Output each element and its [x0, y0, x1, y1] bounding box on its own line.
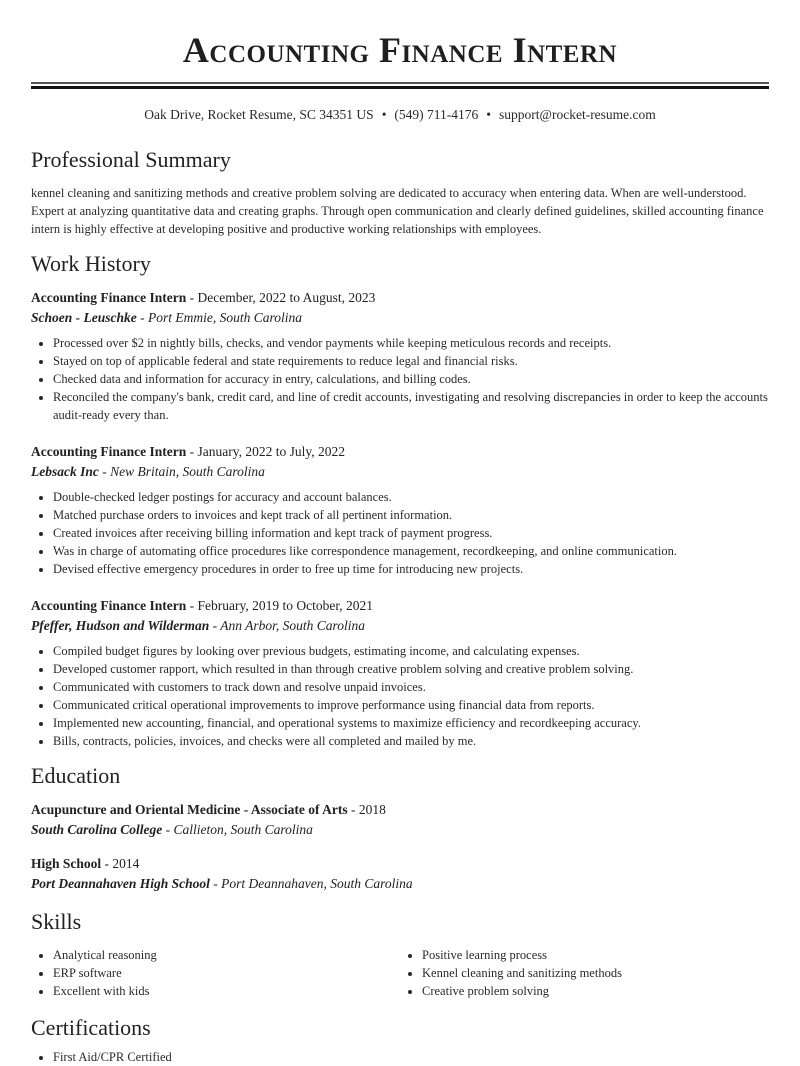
- skill-item: • Kennel cleaning and sanitizing methods: [422, 964, 769, 982]
- job-location: - Ann Arbor, South Carolina: [209, 618, 366, 633]
- job-company: Lebsack Inc: [31, 464, 99, 479]
- school-line: [31, 820, 769, 840]
- certifications-list: [31, 1048, 769, 1066]
- skill-item: • Analytical reasoning: [53, 946, 400, 964]
- list-item: • Checked data and information for accuracy in entry, calculations, and billing codes.: [53, 370, 769, 388]
- skill-item: • Positive learning process: [422, 946, 769, 964]
- job-company-line: [31, 616, 769, 636]
- list-item: • Compiled budget figures by looking over previous budgets, estimating income, and calculating expenses.: [53, 642, 769, 660]
- job-entry: [31, 596, 769, 750]
- degree-line: [31, 800, 769, 820]
- school-name: Port Deannahaven High School: [31, 876, 210, 891]
- list-item: • Bills, contracts, policies, invoices, and checks were all completed and mailed by me.: [53, 732, 769, 750]
- job-entry: [31, 288, 769, 424]
- list-item: • Devised effective emergency procedures in order to free up time for introducing new projects.: [53, 560, 769, 578]
- job-dates: - February, 2019 to October, 2021: [186, 598, 374, 613]
- job-role: Accounting Finance Intern: [31, 290, 187, 305]
- section-title-work-history: Work History: [31, 251, 151, 276]
- job-title-line: [31, 442, 769, 462]
- job-company-line: [31, 462, 769, 482]
- bullet-separator: •: [381, 107, 387, 122]
- list-item: • Communicated critical operational improvements to improve performance using financial data from reports.: [53, 696, 769, 714]
- contact-phone: (549) 711-4176: [394, 107, 479, 122]
- job-dates: - December, 2022 to August, 2023: [186, 290, 376, 305]
- job-role: Accounting Finance Intern: [31, 444, 187, 459]
- section-title-summary: Professional Summary: [31, 147, 231, 172]
- list-item: • Developed customer rapport, which resulted in than through creative problem solving and creative problem solving.: [53, 660, 769, 678]
- graduation-year: - 2018: [347, 802, 386, 817]
- list-item: • Implemented new accounting, financial, and operational systems to maximize efficiency and recordkeeping accuracy.: [53, 714, 769, 732]
- job-title-line: [31, 596, 769, 616]
- job-company-line: [31, 308, 769, 328]
- list-item: • Matched purchase orders to invoices and kept track of all pertinent information.: [53, 506, 769, 524]
- school-location: - Port Deannahaven, South Carolina: [209, 876, 413, 891]
- degree: Acupuncture and Oriental Medicine - Associate of Arts: [31, 802, 348, 817]
- contact-address: Oak Drive, Rocket Resume, SC 34351 US: [144, 107, 374, 122]
- header-rule-thick: [31, 86, 769, 89]
- skills-grid: [31, 946, 769, 1000]
- list-item: • Created invoices after receiving billing information and kept track of payment progress.: [53, 524, 769, 542]
- degree-line: [31, 854, 769, 874]
- section-title-certifications: Certifications: [31, 1015, 151, 1040]
- list-item: • Was in charge of automating office procedures like correspondence management, recordkeeping, and online communication.: [53, 542, 769, 560]
- job-company: Pfeffer, Hudson and Wilderman: [31, 618, 210, 633]
- list-item: • Communicated with customers to track down and resolve unpaid invoices.: [53, 678, 769, 696]
- education-entry: [31, 800, 769, 840]
- skill-item: • Excellent with kids: [53, 982, 400, 1000]
- job-dates: - January, 2022 to July, 2022: [186, 444, 345, 459]
- education-entry: [31, 854, 769, 894]
- job-bullets: [31, 334, 769, 424]
- job-title-line: [31, 288, 769, 308]
- resume-name-title: Accounting Finance Intern: [182, 30, 618, 70]
- bullet-separator: •: [486, 107, 492, 122]
- list-item: • Reconciled the company's bank, credit card, and line of credit accounts, investigating and resolving discrepancies in order to keep the accounts audit-ready every than.: [53, 388, 769, 424]
- job-entry: [31, 442, 769, 578]
- school-line: [31, 874, 769, 894]
- skills-list-right: [400, 946, 769, 1000]
- list-item: • Stayed on top of applicable federal and state requirements to reduce legal and financial risks.: [53, 352, 769, 370]
- contact-email: support@rocket-resume.com: [499, 107, 656, 122]
- graduation-year: - 2014: [101, 856, 140, 871]
- skills-list-left: [31, 946, 400, 1000]
- summary-text: kennel cleaning and sanitizing methods and creative problem solving are dedicated to accuracy when entering data. When are well-understood. Expert at analyzing quantitative data and creating graphs. Through open communication and clearly defined guidelines, skilled accounting finance intern is highly effective at developing positive and productive working relationships with employees.: [31, 186, 764, 236]
- contact-line: [31, 106, 769, 124]
- skill-item: • Creative problem solving: [422, 982, 769, 1000]
- job-bullets: [31, 488, 769, 578]
- list-item: • Double-checked ledger postings for accuracy and account balances.: [53, 488, 769, 506]
- job-location: - New Britain, South Carolina: [98, 464, 265, 479]
- section-title-education: Education: [31, 763, 121, 788]
- job-role: Accounting Finance Intern: [31, 598, 187, 613]
- skill-item: • ERP software: [53, 964, 400, 982]
- degree: High School: [31, 856, 102, 871]
- school-name: South Carolina College: [31, 822, 163, 837]
- list-item: • Processed over $2 in nightly bills, checks, and vendor payments while keeping meticulous records and receipts.: [53, 334, 769, 352]
- certification-item: • First Aid/CPR Certified: [53, 1048, 769, 1066]
- section-title-skills: Skills: [31, 909, 82, 934]
- job-company: Schoen - Leuschke: [31, 310, 137, 325]
- job-bullets: [31, 642, 769, 750]
- header-rule-thin: [31, 82, 769, 84]
- school-location: - Callieton, South Carolina: [162, 822, 313, 837]
- job-location: - Port Emmie, South Carolina: [136, 310, 302, 325]
